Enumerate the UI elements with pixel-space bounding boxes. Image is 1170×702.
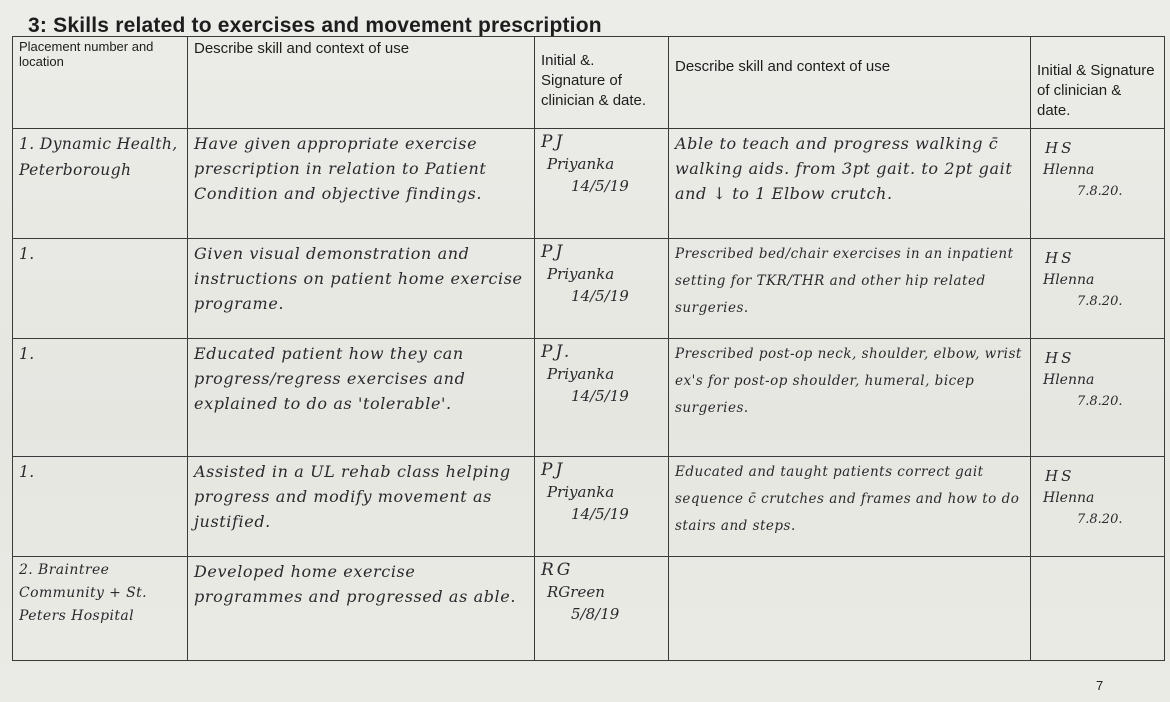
page-number: 7 (1096, 678, 1104, 693)
signature: Priyanka (547, 365, 615, 383)
skill-description-cell: Educated and taught patients correct gait sequence c̄ crutches and frames and how to do stairs and steps. (669, 457, 1031, 557)
signature: Priyanka (547, 265, 615, 283)
skill-description-cell: Have given appropriate exercise prescription in relation to Patient Condition and objective findings. (188, 129, 535, 239)
skill-description-cell: Educated patient how they can progress/regress exercises and explained to do as 'tolerable'. (188, 339, 535, 457)
table-row (13, 557, 1165, 661)
header-describe-skill-1: Describe skill and context of use (188, 37, 535, 129)
signature: Priyanka (547, 155, 615, 173)
initials: PJ (541, 132, 566, 152)
skill-description-cell: Prescribed bed/chair exercises in an inpatient setting for TKR/THR and other hip related surgeries. (669, 239, 1031, 339)
initials: RG (541, 560, 574, 580)
table-row (13, 339, 1165, 457)
sign-date: 14/5/19 (571, 387, 629, 405)
clinician-signature-cell (1031, 129, 1165, 239)
clinician-signature-cell (1031, 557, 1165, 661)
sign-date: 14/5/19 (571, 287, 629, 305)
section-title: 3: Skills related to exercises and movement prescription (28, 14, 602, 37)
sign-date: 7.8.20. (1077, 294, 1123, 309)
table-header-row (13, 37, 1165, 129)
placement-cell: 2. Braintree Community + St. Peters Hospital (13, 557, 188, 661)
skill-description-cell: Assisted in a UL rehab class helping progress and modify movement as justified. (188, 457, 535, 557)
skill-description-cell: Prescribed post-op neck, shoulder, elbow, wrist ex's for post-op shoulder, humeral, bicep surgeries. (669, 339, 1031, 457)
signature: RGreen (547, 583, 605, 601)
signature: Hlenna (1043, 372, 1095, 388)
skills-table (12, 36, 1165, 661)
skill-description-cell: Given visual demonstration and instructions on patient home exercise programe. (188, 239, 535, 339)
placement-cell: 1. (13, 457, 188, 557)
header-placement: Placement number and location (13, 37, 188, 129)
signature: Priyanka (547, 483, 615, 501)
clinician-signature-cell (1031, 239, 1165, 339)
initials: HS (1045, 249, 1075, 267)
header-describe-skill-2: Describe skill and context of use (669, 37, 1031, 129)
skill-description-cell (669, 557, 1031, 661)
sign-date: 5/8/19 (571, 605, 620, 623)
signature: Hlenna (1043, 162, 1095, 178)
header-signature-1: Initial &. Signature of clinician & date. (535, 37, 669, 129)
initials: HS (1045, 139, 1075, 157)
table-row (13, 129, 1165, 239)
skill-description-cell: Able to teach and progress walking c̄ walking aids. from 3pt gait. to 2pt gait and ↓ to 1 Elbow crutch. (669, 129, 1031, 239)
sign-date: 7.8.20. (1077, 394, 1123, 409)
placement-cell: 1. (13, 239, 188, 339)
initials: HS (1045, 467, 1075, 485)
clinician-signature-cell (535, 557, 669, 661)
clinician-signature-cell (1031, 339, 1165, 457)
initials: PJ. (541, 342, 573, 362)
table-row (13, 457, 1165, 557)
header-signature-2: Initial & Signature of clinician & date. (1031, 37, 1165, 129)
initials: PJ (541, 242, 566, 262)
sign-date: 7.8.20. (1077, 184, 1123, 199)
initials: HS (1045, 349, 1075, 367)
placement-cell: 1. (13, 339, 188, 457)
clinician-signature-cell (535, 239, 669, 339)
sign-date: 14/5/19 (571, 505, 629, 523)
initials: PJ (541, 460, 566, 480)
sign-date: 7.8.20. (1077, 512, 1123, 527)
placement-cell: 1. Dynamic Health, Peterborough (13, 129, 188, 239)
clinician-signature-cell (535, 457, 669, 557)
skill-description-cell: Developed home exercise programmes and progressed as able. (188, 557, 535, 661)
clinician-signature-cell (535, 129, 669, 239)
clinician-signature-cell (1031, 457, 1165, 557)
table-row (13, 239, 1165, 339)
clinician-signature-cell (535, 339, 669, 457)
signature: Hlenna (1043, 490, 1095, 506)
sign-date: 14/5/19 (571, 177, 629, 195)
signature: Hlenna (1043, 272, 1095, 288)
